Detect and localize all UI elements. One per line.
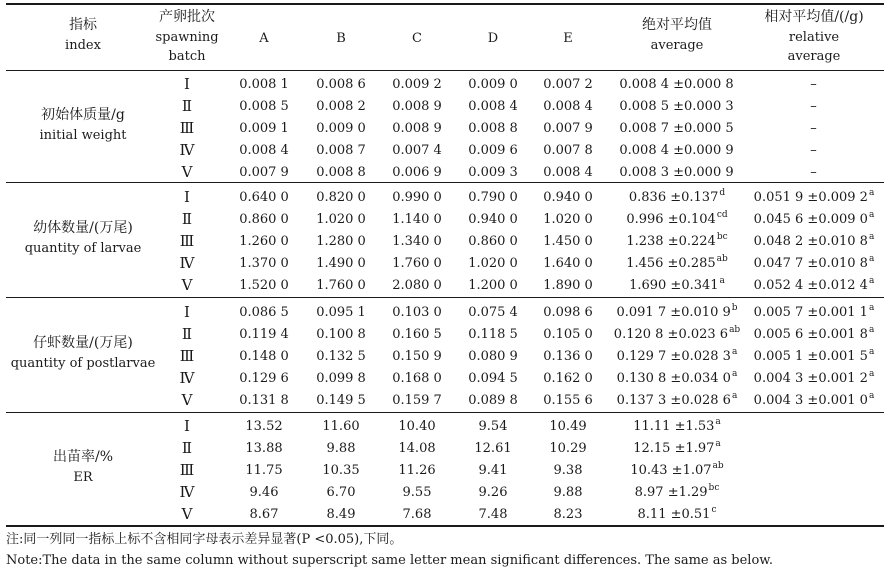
table-cell: 0.008 4 <box>543 99 593 114</box>
significance-letter: a <box>731 347 738 357</box>
relative-cell <box>814 463 815 479</box>
table-cell: 0.009 2 <box>392 77 442 92</box>
table-top-rule <box>6 3 884 5</box>
average-cell <box>633 419 721 435</box>
batch-label: Ⅱ <box>181 210 193 228</box>
table-cell: 1.340 0 <box>392 234 442 249</box>
relative-cell <box>814 507 815 523</box>
batch-label: Ⅳ <box>179 369 195 387</box>
average-cell-value: 0.137 3 ±0.028 6 <box>616 393 731 408</box>
average-cell-value: 0.129 7 ±0.028 3 <box>616 349 731 364</box>
average-cell-value: 0.008 5 ±0.000 3 <box>619 99 734 114</box>
average-cell-value: 0.008 7 ±0.000 5 <box>619 121 734 136</box>
group-label-en: quantity of larvae <box>24 241 142 256</box>
average-cell <box>626 234 727 250</box>
batch-label: Ⅳ <box>179 141 195 159</box>
relative-cell <box>810 77 818 93</box>
significance-letter: a <box>868 210 875 220</box>
relative-cell <box>754 190 875 206</box>
relative-cell <box>814 419 815 435</box>
average-cell <box>629 278 725 294</box>
table-cell: 0.099 8 <box>316 371 366 386</box>
header-average-cn: 绝对平均值 <box>642 17 712 33</box>
table-cell: 1.280 0 <box>316 234 366 249</box>
table-cell: 0.098 6 <box>543 305 593 320</box>
relative-cell-value: 0.004 3 ±0.001 2 <box>753 371 868 386</box>
table-cell: 9.88 <box>326 441 356 456</box>
group-label-en: quantity of postlarvae <box>10 356 156 371</box>
average-cell <box>626 212 727 228</box>
relative-cell <box>754 278 875 294</box>
table-cell: 0.940 0 <box>543 190 593 205</box>
table-cell: 0.008 1 <box>239 77 289 92</box>
significance-letter: ab <box>712 461 724 471</box>
table-cell: 1.520 0 <box>239 278 289 293</box>
average-cell <box>614 327 740 343</box>
average-cell <box>619 121 734 137</box>
significance-letter: a <box>731 369 738 379</box>
table-cell: 13.88 <box>245 441 283 456</box>
relative-cell-value: 0.005 7 ±0.001 1 <box>753 305 868 320</box>
average-cell <box>619 143 734 159</box>
relative-cell-value: 0.048 2 ±0.010 8 <box>753 234 868 249</box>
significance-letter: ab <box>729 325 741 335</box>
relative-cell-value: 0.005 1 ±0.001 5 <box>753 349 868 364</box>
average-cell <box>638 507 717 523</box>
table-cell: 0.007 9 <box>543 121 593 136</box>
average-cell <box>617 371 738 387</box>
significance-letter: a <box>715 439 721 449</box>
average-cell-value: 1.456 ±0.285 <box>626 256 716 271</box>
significance-letter: a <box>715 417 721 427</box>
table-cell: 0.119 4 <box>239 327 289 342</box>
header-index-cn: 指标 <box>69 17 97 33</box>
table-cell: 9.38 <box>553 463 583 478</box>
average-cell <box>619 165 734 181</box>
table-bottom-rule <box>6 525 884 527</box>
relative-cell <box>754 393 875 409</box>
significance-letter: a <box>868 391 875 401</box>
table-cell: 0.075 4 <box>468 305 518 320</box>
batch-label: Ⅴ <box>181 391 193 409</box>
significance-letter: a <box>731 391 738 401</box>
table-cell: 1.640 0 <box>543 256 593 271</box>
table-cell: 10.35 <box>322 463 360 478</box>
significance-letter: a <box>868 347 875 357</box>
average-cell <box>629 190 725 206</box>
table-cell: 9.55 <box>402 485 432 500</box>
table-cell: 0.094 5 <box>468 371 518 386</box>
average-cell-value: 10.43 ±1.07 <box>630 463 712 478</box>
batch-label: Ⅱ <box>181 439 193 457</box>
header-col-b: B <box>336 31 346 46</box>
table-cell: 1.140 0 <box>392 212 442 227</box>
relative-cell <box>754 305 875 321</box>
table-cell: 1.260 0 <box>239 234 289 249</box>
average-cell <box>619 99 734 115</box>
batch-label: Ⅴ <box>181 276 193 294</box>
table-cell: 10.49 <box>549 419 587 434</box>
batch-label: Ⅴ <box>181 163 193 181</box>
relative-cell <box>754 371 875 387</box>
table-cell: 0.007 4 <box>392 143 442 158</box>
table-cell: 2.080 0 <box>392 278 442 293</box>
table-cell: 0.008 9 <box>392 121 442 136</box>
table-cell: 0.820 0 <box>316 190 366 205</box>
table-cell: 7.68 <box>402 507 432 522</box>
batch-label: Ⅲ <box>179 461 195 479</box>
significance-letter: a <box>868 369 875 379</box>
average-cell-value: 0.008 4 ±0.000 8 <box>619 77 734 92</box>
table-cell: 0.007 8 <box>543 143 593 158</box>
table-cell: 0.008 8 <box>468 121 518 136</box>
table-cell: 0.155 6 <box>543 393 593 408</box>
table-cell: 8.23 <box>553 507 583 522</box>
table-cell: 0.150 9 <box>392 349 442 364</box>
table-cell: 6.70 <box>326 485 356 500</box>
table-cell: 0.162 0 <box>543 371 593 386</box>
batch-label: Ⅰ <box>184 188 190 206</box>
table-cell: 0.008 9 <box>392 99 442 114</box>
table-cell: 0.009 0 <box>468 77 518 92</box>
batch-label: Ⅰ <box>184 303 190 321</box>
significance-letter: a <box>868 325 875 335</box>
table-cell: 0.118 5 <box>468 327 518 342</box>
batch-label: Ⅱ <box>181 97 193 115</box>
table-cell: 0.148 0 <box>239 349 289 364</box>
relative-cell-value: 0.047 7 ±0.010 8 <box>753 256 868 271</box>
relative-cell-value: – <box>810 99 817 114</box>
relative-cell-value: 0.004 3 ±0.001 0 <box>753 393 868 408</box>
note-cn: 注:同一列同一指标上标不含相同字母表示差异显著(P <0.05),下同。 <box>6 532 403 547</box>
table-cell: 1.020 0 <box>543 212 593 227</box>
table-cell: 0.008 6 <box>316 77 366 92</box>
table-cell: 13.52 <box>245 419 283 434</box>
relative-cell-value: – <box>810 121 817 136</box>
table-cell: 0.009 1 <box>239 121 289 136</box>
table-cell: 0.008 2 <box>316 99 366 114</box>
significance-letter: cd <box>716 210 728 220</box>
table-cell: 0.860 0 <box>468 234 518 249</box>
table-cell: 12.61 <box>474 441 512 456</box>
group-divider <box>6 412 884 413</box>
table-cell: 1.370 0 <box>239 256 289 271</box>
table-cell: 0.100 8 <box>316 327 366 342</box>
group-divider <box>6 182 884 183</box>
average-cell-value: 0.091 7 ±0.010 9 <box>616 305 731 320</box>
relative-cell <box>810 165 818 181</box>
relative-cell-value: – <box>810 143 817 158</box>
table-cell: 0.159 7 <box>392 393 442 408</box>
table-cell: 10.29 <box>549 441 587 456</box>
batch-label: Ⅱ <box>181 325 193 343</box>
table-cell: 9.46 <box>249 485 279 500</box>
relative-cell-value: – <box>810 77 817 92</box>
header-rule <box>6 70 884 71</box>
relative-cell <box>810 121 818 137</box>
relative-cell-value: 0.005 6 ±0.001 8 <box>753 327 868 342</box>
significance-letter: ab <box>716 254 728 264</box>
relative-cell <box>814 485 815 501</box>
table-cell: 8.67 <box>249 507 279 522</box>
significance-letter: a <box>719 276 725 286</box>
table-cell: 0.008 4 <box>239 143 289 158</box>
table-cell: 0.940 0 <box>468 212 518 227</box>
average-cell-value: 1.238 ±0.224 <box>626 234 716 249</box>
table-cell: 1.450 0 <box>543 234 593 249</box>
table-cell: 10.40 <box>398 419 436 434</box>
significance-letter: bc <box>708 483 720 493</box>
header-col-a: A <box>259 31 269 46</box>
average-cell-value: 0.120 8 ±0.023 6 <box>613 327 729 342</box>
table-cell: 11.60 <box>322 419 360 434</box>
average-cell <box>617 349 738 365</box>
significance-letter: b <box>731 303 738 313</box>
relative-cell <box>754 327 875 343</box>
batch-label: Ⅲ <box>179 347 195 365</box>
table-cell: 9.88 <box>553 485 583 500</box>
average-cell <box>635 485 720 501</box>
table-cell: 1.760 0 <box>316 278 366 293</box>
table-cell: 14.08 <box>398 441 436 456</box>
relative-cell-value: 0.052 4 ±0.012 4 <box>753 278 868 293</box>
table-cell: 1.890 0 <box>543 278 593 293</box>
header-batch-en: spawning <box>155 30 219 45</box>
significance-letter: a <box>868 303 875 313</box>
average-cell <box>633 441 721 457</box>
table-cell: 0.105 0 <box>543 327 593 342</box>
table-cell: 1.200 0 <box>468 278 518 293</box>
table-cell: 0.640 0 <box>239 190 289 205</box>
batch-label: Ⅰ <box>184 75 190 93</box>
group-label-en: initial weight <box>39 128 127 143</box>
table-cell: 11.75 <box>245 463 283 478</box>
batch-label: Ⅲ <box>179 232 195 250</box>
table-cell: 9.54 <box>478 419 508 434</box>
average-cell-value: 1.690 ±0.341 <box>629 278 719 293</box>
average-cell-value: 0.008 4 ±0.000 9 <box>619 143 734 158</box>
header-col-c: C <box>412 31 422 46</box>
table-cell: 0.089 8 <box>468 393 518 408</box>
average-cell <box>630 463 723 479</box>
table-cell: 0.009 0 <box>316 121 366 136</box>
average-cell-value: 11.11 ±1.53 <box>633 419 715 434</box>
relative-cell <box>810 99 818 115</box>
group-divider <box>6 297 884 298</box>
table-cell: 0.009 6 <box>468 143 518 158</box>
average-cell-value: 0.996 ±0.104 <box>626 212 716 227</box>
average-cell-value: 8.11 ±0.51 <box>637 507 711 522</box>
relative-cell <box>754 256 875 272</box>
table-cell: 0.008 4 <box>468 99 518 114</box>
table-cell: 0.168 0 <box>392 371 442 386</box>
table-cell: 0.007 9 <box>239 165 289 180</box>
table-cell: 0.103 0 <box>392 305 442 320</box>
table-cell: 7.48 <box>478 507 508 522</box>
table-cell: 1.490 0 <box>316 256 366 271</box>
header-average-en: average <box>650 38 704 53</box>
table-cell: 0.790 0 <box>468 190 518 205</box>
average-cell <box>616 305 737 321</box>
table-cell: 0.006 9 <box>392 165 442 180</box>
table-cell: 9.26 <box>478 485 508 500</box>
header-relative-en: average <box>787 49 841 64</box>
significance-letter: c <box>711 505 717 515</box>
table-cell: 0.129 6 <box>239 371 289 386</box>
header-batch-cn: 产卵批次 <box>159 9 215 25</box>
average-cell-value: 0.836 ±0.137 <box>628 190 719 205</box>
header-col-e: E <box>563 31 573 46</box>
relative-cell <box>754 349 875 365</box>
relative-cell <box>754 212 875 228</box>
table-cell: 1.020 0 <box>316 212 366 227</box>
header-relative-en: relative <box>788 30 840 45</box>
average-cell-value: 12.15 ±1.97 <box>633 441 715 456</box>
batch-label: Ⅴ <box>181 505 193 523</box>
batch-label: Ⅰ <box>184 417 190 435</box>
group-label-en: ER <box>73 470 93 485</box>
relative-cell-value: – <box>810 165 817 180</box>
table-cell: 9.41 <box>478 463 508 478</box>
significance-letter: d <box>719 188 726 198</box>
significance-letter: a <box>868 254 875 264</box>
relative-cell <box>810 143 818 159</box>
average-cell <box>626 256 728 272</box>
table-cell: 11.26 <box>398 463 436 478</box>
average-cell-value: 8.97 ±1.29 <box>634 485 708 500</box>
table-cell: 0.086 5 <box>239 305 289 320</box>
relative-cell <box>754 234 875 250</box>
relative-cell-value: 0.051 9 ±0.009 2 <box>753 190 868 205</box>
header-index-en: index <box>65 38 101 53</box>
table-cell: 0.990 0 <box>392 190 442 205</box>
table-cell: 0.136 0 <box>543 349 593 364</box>
group-label-cn: 出苗率/% <box>52 449 114 465</box>
table-cell: 0.008 4 <box>543 165 593 180</box>
header-batch-en: batch <box>168 49 206 64</box>
header-relative-cn: 相对平均值/(/g) <box>764 9 864 25</box>
significance-letter: bc <box>716 232 728 242</box>
table-cell: 1.760 0 <box>392 256 442 271</box>
note-en: Note:The data in the same column without superscript same letter mean significant differences. The same as below. <box>6 553 774 568</box>
significance-letter: a <box>868 276 875 286</box>
significance-letter: a <box>868 232 875 242</box>
table-cell: 0.160 5 <box>392 327 442 342</box>
significance-letter: a <box>868 188 875 198</box>
batch-label: Ⅳ <box>179 254 195 272</box>
table-cell: 0.095 1 <box>316 305 366 320</box>
average-cell-value: 0.008 3 ±0.000 9 <box>619 165 734 180</box>
group-label-cn: 初始体质量/g <box>41 107 125 123</box>
relative-cell <box>814 441 815 457</box>
table-cell: 0.008 5 <box>239 99 289 114</box>
table-cell: 8.49 <box>326 507 356 522</box>
table-cell: 0.009 3 <box>468 165 518 180</box>
batch-label: Ⅲ <box>179 119 195 137</box>
relative-cell-value: 0.045 6 ±0.009 0 <box>753 212 868 227</box>
table-cell: 0.007 2 <box>543 77 593 92</box>
table-cell: 0.008 7 <box>316 143 366 158</box>
table-cell: 0.080 9 <box>468 349 518 364</box>
average-cell <box>617 393 738 409</box>
table-cell: 1.020 0 <box>468 256 518 271</box>
table-cell: 0.131 8 <box>239 393 289 408</box>
average-cell-value: 0.130 8 ±0.034 0 <box>616 371 731 386</box>
group-label-cn: 幼体数量/(万尾) <box>33 220 133 236</box>
group-label-cn: 仔虾数量/(万尾) <box>33 335 133 351</box>
table-cell: 0.149 5 <box>316 393 366 408</box>
table-cell: 0.008 8 <box>316 165 366 180</box>
batch-label: Ⅳ <box>179 483 195 501</box>
average-cell <box>619 77 734 93</box>
header-col-d: D <box>487 31 499 46</box>
table-cell: 0.860 0 <box>239 212 289 227</box>
table-cell: 0.132 5 <box>316 349 366 364</box>
